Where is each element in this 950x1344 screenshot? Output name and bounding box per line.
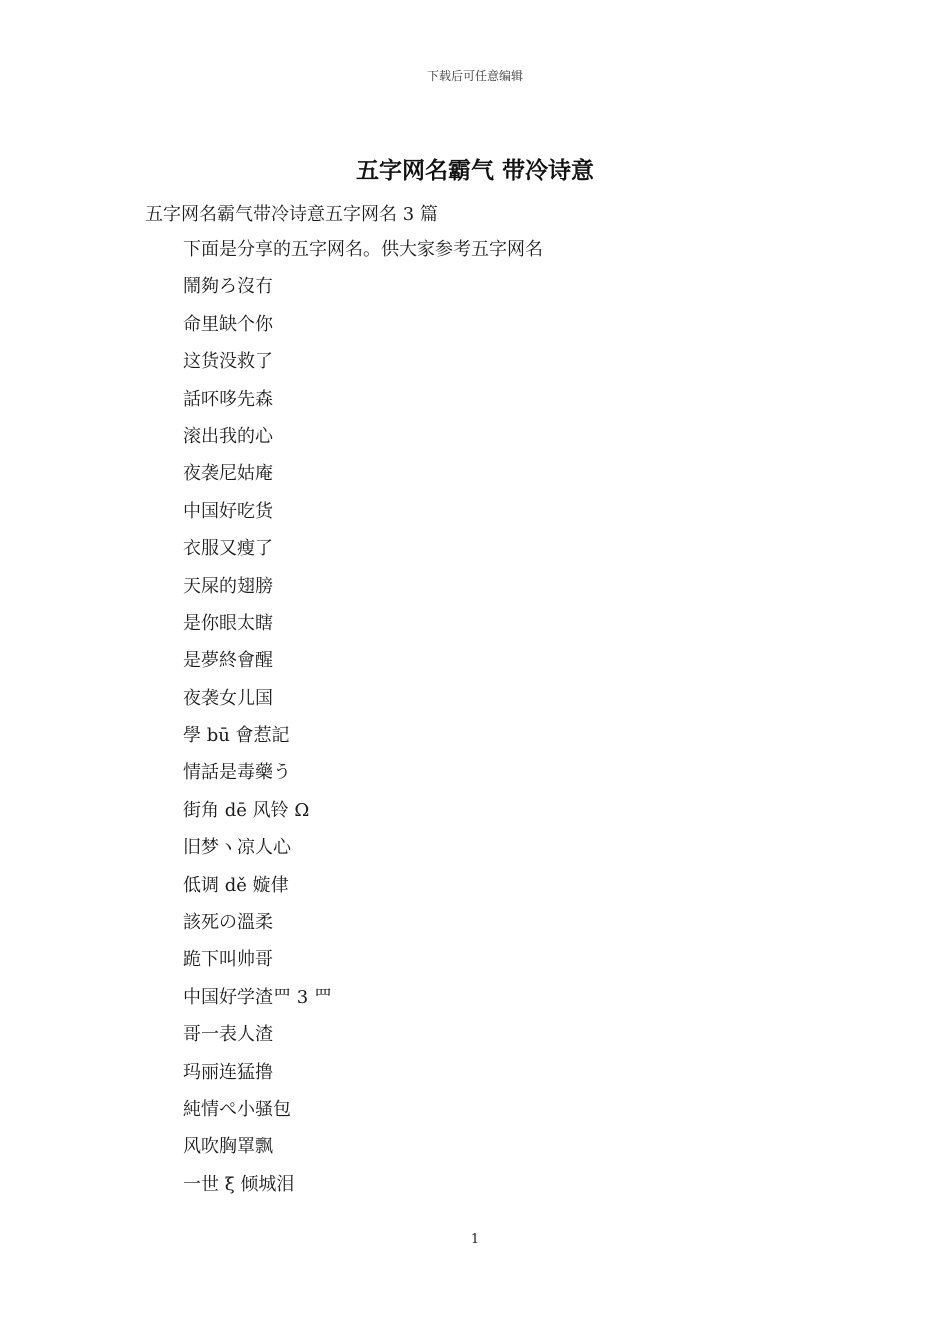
- body-line: 滚出我的心: [183, 425, 273, 447]
- body-line: 鬧夠ろ沒冇: [183, 276, 273, 298]
- body-line: 这货没救了: [183, 351, 273, 373]
- body-line: 跪下叫帅哥: [183, 949, 273, 971]
- body-line: 是夢終會醒: [183, 650, 273, 672]
- document-title: 五字网名霸气 带冷诗意: [355, 157, 594, 184]
- body-line: 天屎的翅膀: [183, 575, 273, 597]
- body-line: 情話是毒藥う: [183, 762, 291, 784]
- body-line: 該死の溫柔: [183, 912, 273, 934]
- body-line: 中国好学渣罒 3 罒: [183, 986, 332, 1008]
- body-line: 低调 dě 嫙侓: [183, 874, 289, 896]
- body-line: 學 bū 會惹記: [183, 725, 290, 747]
- body-line: 命里缺个你: [183, 313, 273, 335]
- body-line: 玛丽连猛撸: [183, 1061, 273, 1083]
- body-line: 风吹胸罩飘: [183, 1136, 273, 1158]
- body-line: 話吥哆先森: [183, 388, 273, 410]
- body-line: 衣服又瘦了: [183, 538, 273, 560]
- body-line: 一世 ξ 倾城泪: [183, 1173, 295, 1195]
- body-line: 哥一表人渣: [183, 1024, 273, 1046]
- body-line: 街角 dē 风铃 Ω: [183, 799, 310, 821]
- body-line: 純情ぺ小骚包: [183, 1098, 291, 1120]
- body-text-list: [183, 237, 543, 1209]
- page-header-note: 下载后可任意编辑: [426, 69, 523, 83]
- body-line: 夜袭尼姑庵: [183, 463, 273, 485]
- body-line: 旧梦ヽ凉人心: [183, 837, 291, 859]
- document-subtitle: 五字网名霸气带冷诗意五字网名 3 篇: [145, 204, 438, 225]
- page-number: 1: [470, 1232, 480, 1247]
- body-line: 是你眼太瞎: [183, 612, 273, 634]
- body-line: 下面是分享的五字网名。供大家参考五字网名: [183, 239, 543, 260]
- body-line: 夜袭女儿国: [183, 687, 273, 709]
- body-line: 中国好吃货: [183, 500, 273, 522]
